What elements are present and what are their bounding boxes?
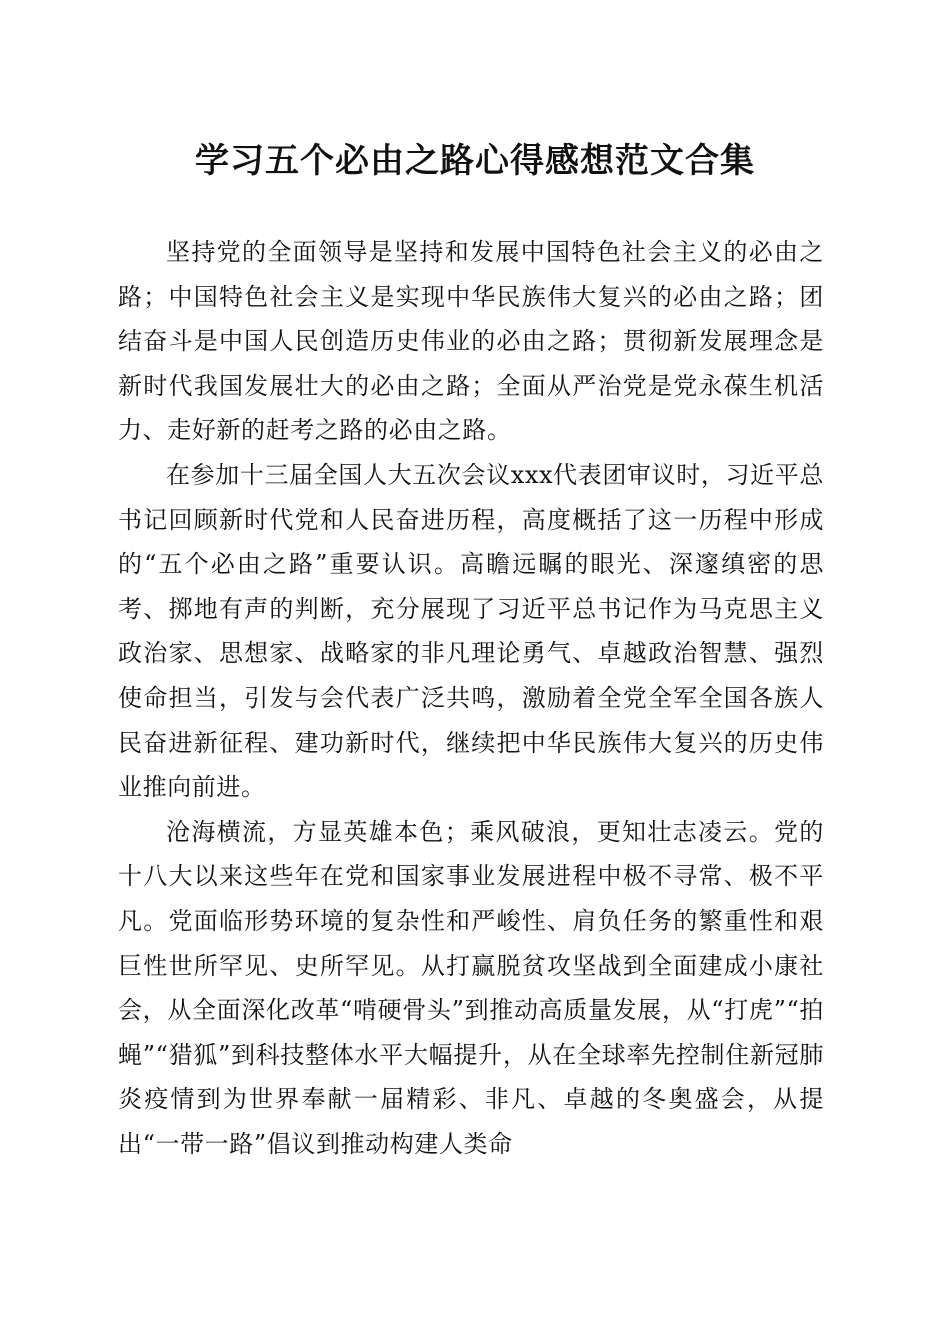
paragraph-2: 在参加十三届全国人大五次会议xxx代表团审议时，习近平总书记回顾新时代党和人民奋进历程，高度概括了这一历程中形成的“五个必由之路”重要认识。高瞻远瞩的眼光、深邃缜密的思考、掷地有声的判断，充分展现了习近平总书记作为马克思主义政治家、思想家、战略家的非凡理论勇气、卓越政治智慧、强烈使命担当，引发与会代表广泛共鸣，激励着全党全军全国各族人民奋进新征程、建功新时代，继续把中华民族伟大复兴的历史伟业推向前进。 [118, 460, 824, 802]
document-title: 学习五个必由之路心得感想范文合集 [195, 141, 755, 181]
paragraph-1: 坚持党的全面领导是坚持和发展中国特色社会主义的必由之路；中国特色社会主义是实现中华民族伟大复兴的必由之路；团结奋斗是中国人民创造历史伟业的必由之路；贯彻新发展理念是新时代我国发展壮大的必由之路；全面从严治党是党永葆生机活力、走好新的赶考之路的必由之路。 [118, 238, 824, 445]
document-body [118, 230, 824, 1166]
paragraph-3: 沧海横流，方显英雄本色；乘风破浪，更知壮志凌云。党的十八大以来这些年在党和国家事业发展进程中极不寻常、极不平凡。党面临形势环境的复杂性和严峻性、肩负任务的繁重性和艰巨性世所罕见、史所罕见。从打赢脱贫攻坚战到全面建成小康社会，从全面深化改革“啃硬骨头”到推动高质量发展，从“打虎”“拍蝇”“猎狐”到科技整体水平大幅提升，从在全球率先控制住新冠肺炎疫情到为世界奉献一届精彩、非凡、卓越的冬奥盛会，从提出“一带一路”倡议到推动构建人类命 [118, 817, 824, 1158]
